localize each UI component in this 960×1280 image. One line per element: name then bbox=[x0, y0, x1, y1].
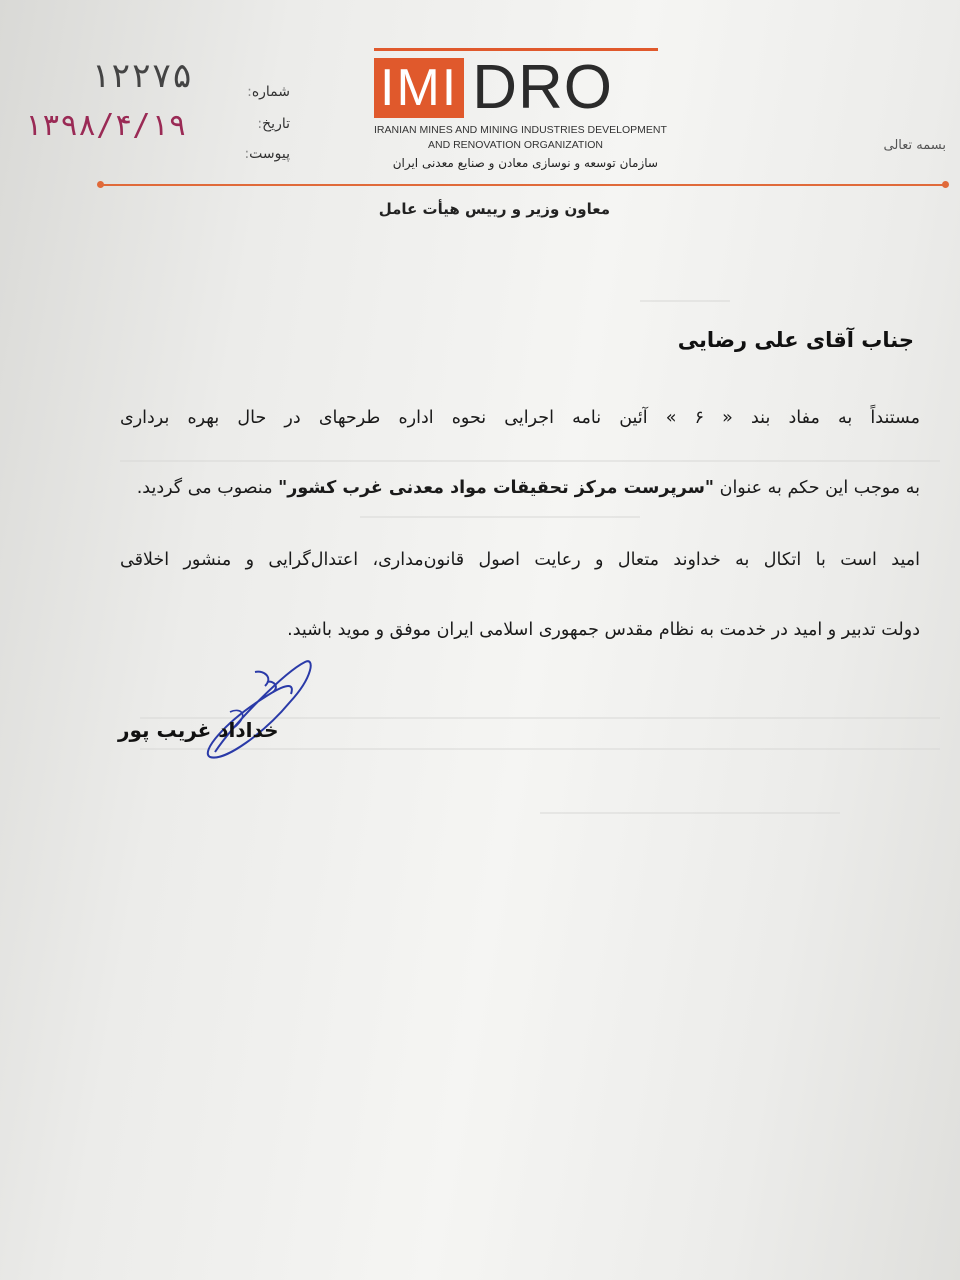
body-line-1: مستنداً به مفاد بند « ۶ » آئین نامه اجرایی نحوه اداره طرحهای در حال بهره برداری bbox=[120, 408, 920, 428]
handwritten-number: ۱۲۲۷۵ bbox=[90, 56, 193, 96]
office-title: معاون وزیر و رییس هیأت عامل bbox=[378, 200, 610, 218]
body-line-2-start: به موجب این حکم به عنوان bbox=[714, 478, 920, 498]
logo-mark-right: DRO bbox=[472, 53, 613, 122]
bleed-through-line bbox=[640, 300, 730, 302]
body-line-2-end: منصوب می گردید. bbox=[136, 478, 279, 498]
logo-english-line1: IRANIAN MINES AND MINING INDUSTRIES DEVELOPMENT bbox=[374, 124, 667, 136]
date-label: تاریخ bbox=[262, 116, 290, 132]
logo-persian-name: سازمان توسعه و نوسازی معادن و صنایع معدنی ایران bbox=[392, 156, 658, 170]
bismillah: بسمه تعالی bbox=[883, 138, 946, 153]
bleed-through-line bbox=[540, 812, 840, 814]
logo-mark-left: IMI bbox=[374, 58, 464, 118]
header-divider bbox=[100, 184, 946, 186]
bleed-through-line bbox=[120, 460, 940, 462]
handwritten-date: ۱۳۹۸/۴/۱۹ bbox=[24, 108, 187, 143]
salutation: جناب آقای علی رضایی bbox=[677, 328, 914, 352]
handwritten-signature bbox=[195, 652, 325, 767]
signer-name: خداداد غریب پور bbox=[118, 718, 279, 742]
body-line-4: دولت تدبیر و امید در خدمت به نظام مقدس جمهوری اسلامی ایران موفق و موید باشید. bbox=[287, 620, 920, 640]
attachment-label: پیوست bbox=[249, 146, 290, 162]
body-line-2 bbox=[120, 478, 920, 498]
date-field: تاریخ: bbox=[257, 116, 290, 132]
attachment-field: پیوست: bbox=[244, 146, 290, 162]
divider-end-dot bbox=[942, 181, 949, 188]
logo-top-rule bbox=[374, 48, 658, 51]
logo-english-line2: AND RENOVATION ORGANIZATION bbox=[428, 139, 604, 151]
number-label: شماره bbox=[251, 84, 290, 100]
body-line-3: امید است با اتکال به خداوند متعال و رعایت اصول قانون‌مداری، اعتدال‌گرایی و منشور اخلاقی bbox=[120, 550, 920, 570]
number-field: شماره: bbox=[247, 84, 290, 100]
divider-end-dot bbox=[97, 181, 104, 188]
bleed-through-line bbox=[360, 516, 640, 518]
imidro-logo bbox=[374, 48, 667, 188]
appointment-title: "سرپرست مرکز تحقیقات مواد معدنی غرب کشور" bbox=[278, 478, 715, 498]
logo-mark bbox=[374, 53, 613, 122]
